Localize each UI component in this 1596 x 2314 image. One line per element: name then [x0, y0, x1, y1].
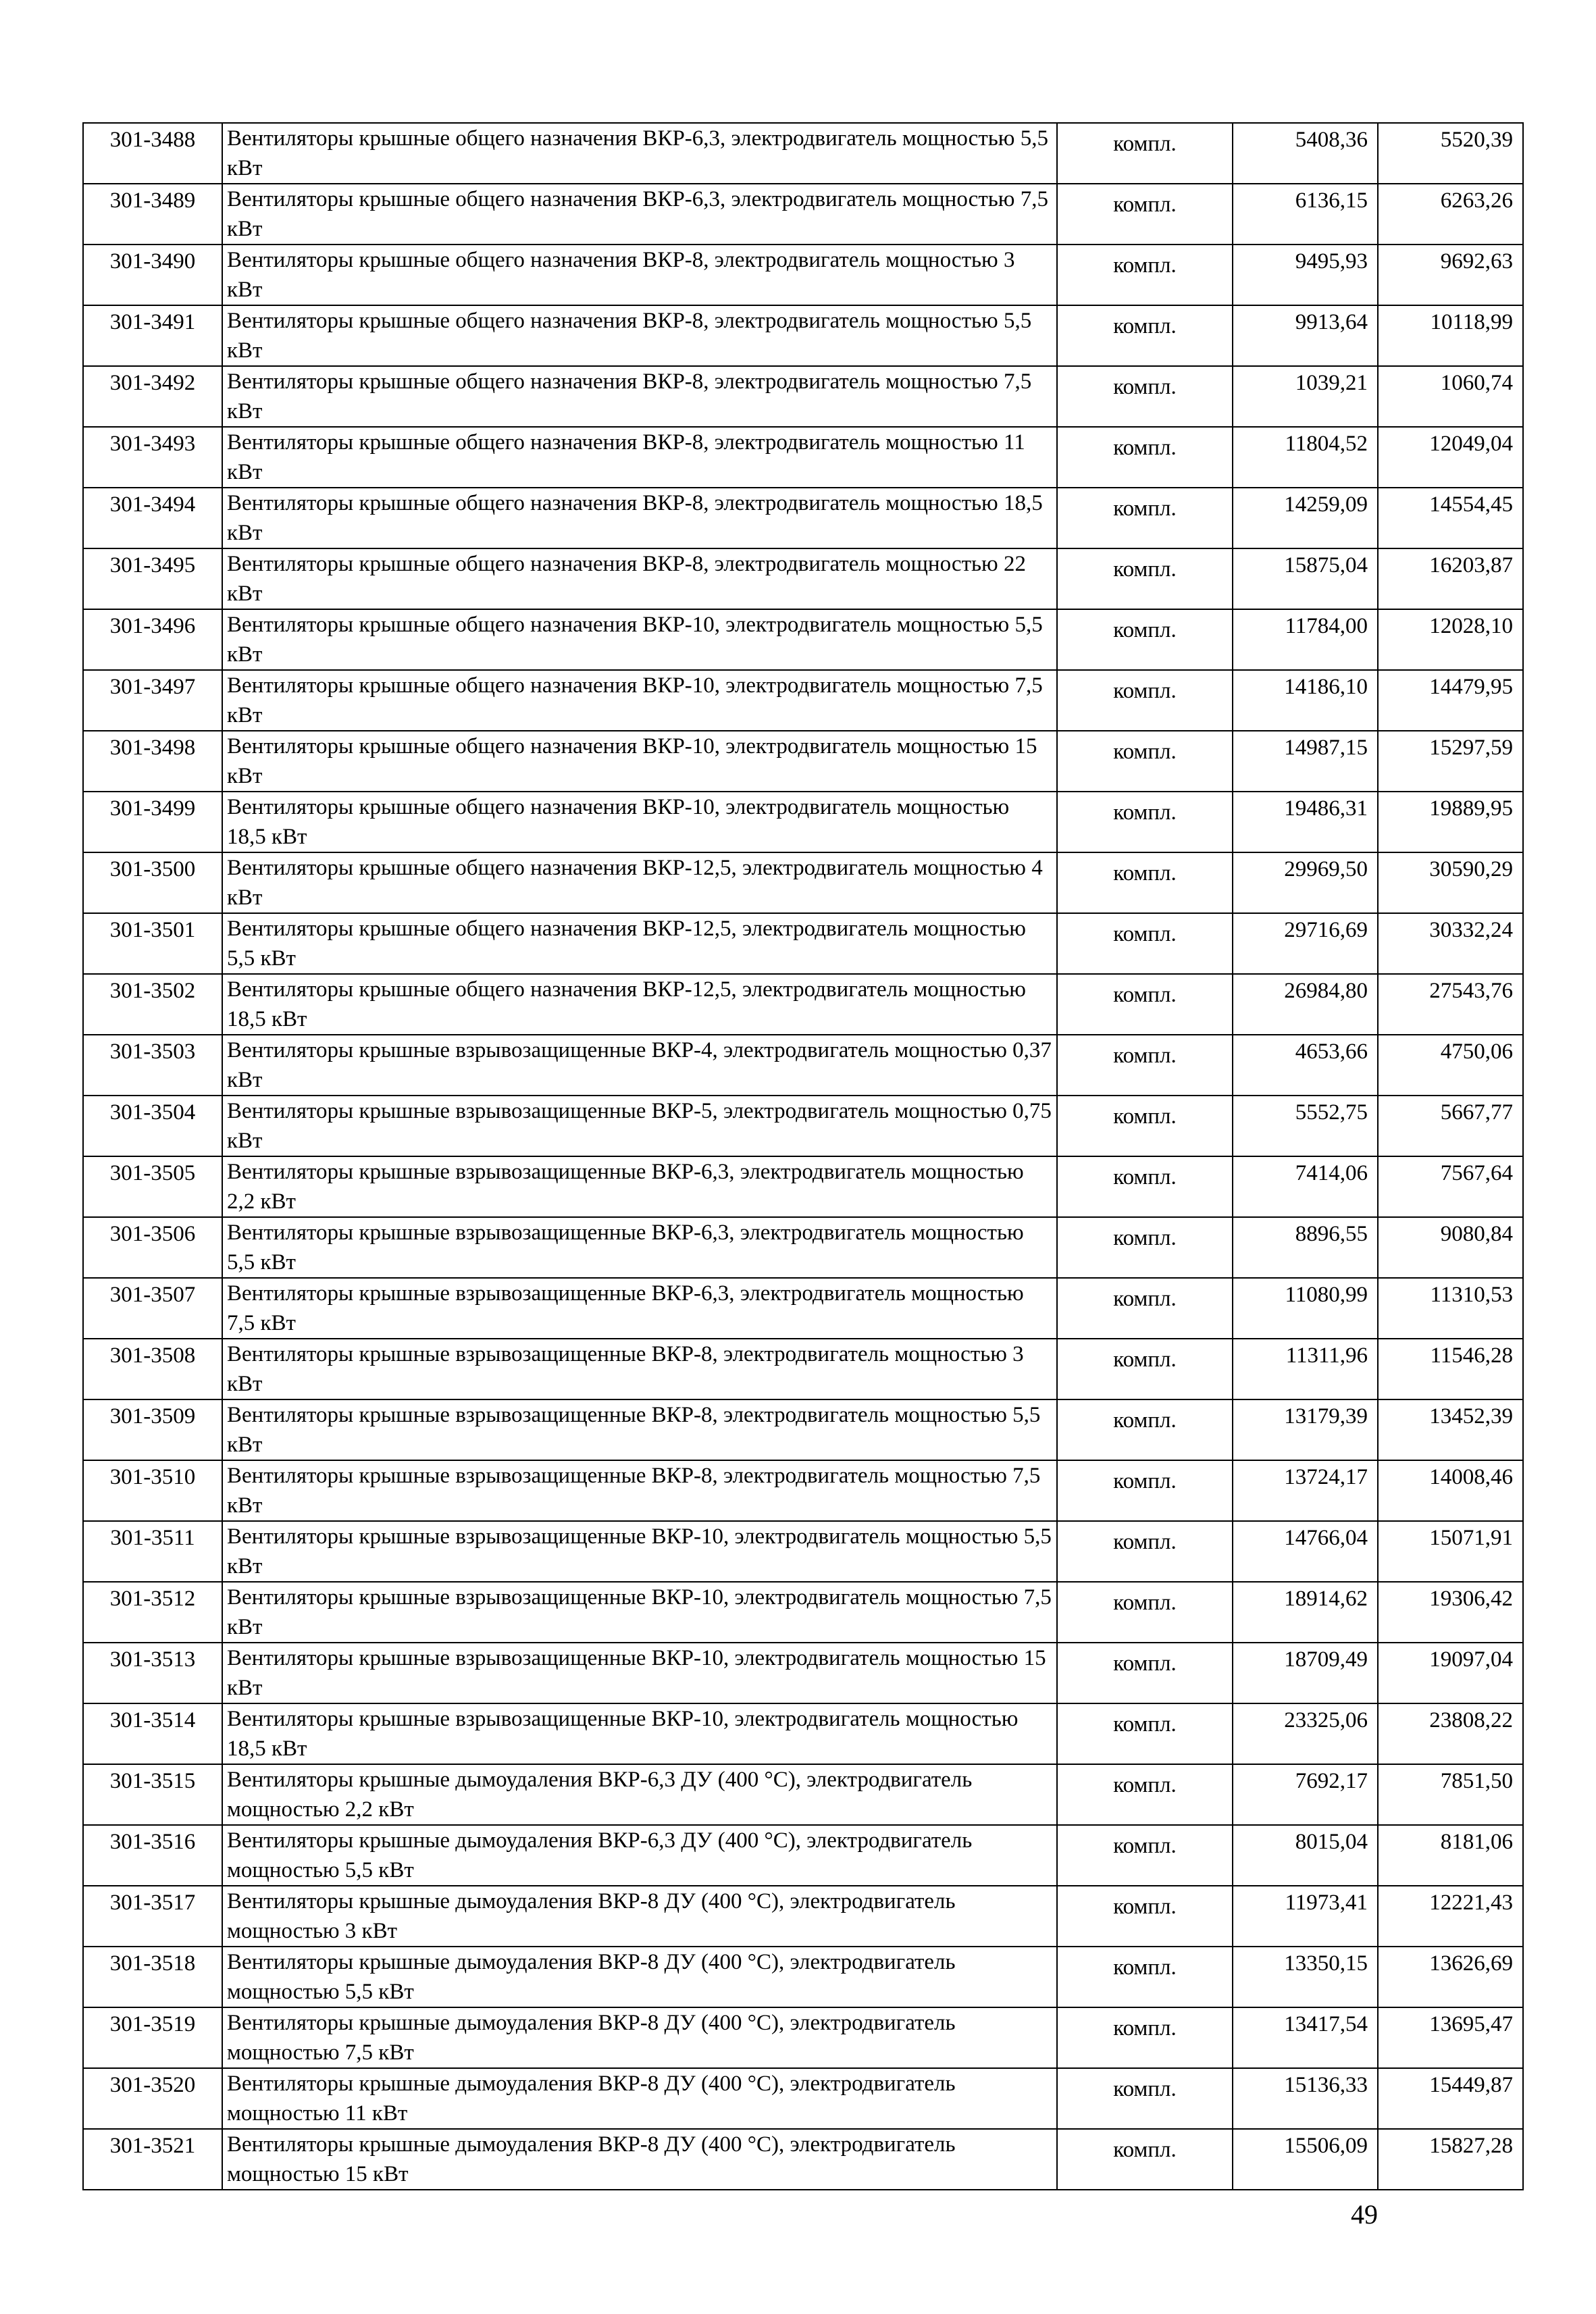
- unit-cell: компл.: [1057, 1156, 1233, 1217]
- price-2-cell: 12049,04: [1378, 427, 1523, 488]
- price-1-cell: 13179,39: [1233, 1399, 1378, 1460]
- table-row: [83, 2129, 1523, 2190]
- item-description-cell: Вентиляторы крышные дымоудаления ВКР-6,3 ДУ (400 °С), электродвигатель мощностью 5,5 кВт: [222, 1825, 1057, 1886]
- item-description-cell: Вентиляторы крышные общего назначения ВКР-6,3, электродвигатель мощностью 7,5 кВт: [222, 184, 1057, 245]
- price-2-cell: 6263,26: [1378, 184, 1523, 245]
- price-2-cell: 11546,28: [1378, 1339, 1523, 1399]
- price-1-cell: 13724,17: [1233, 1460, 1378, 1521]
- item-description-cell: Вентиляторы крышные дымоудаления ВКР-8 ДУ (400 °С), электродвигатель мощностью 5,5 кВт: [222, 1947, 1057, 2007]
- item-description-cell: Вентиляторы крышные взрывозащищенные ВКР-6,3, электродвигатель мощностью 7,5 кВт: [222, 1278, 1057, 1339]
- price-1-cell: 7414,06: [1233, 1156, 1378, 1217]
- price-2-cell: 11310,53: [1378, 1278, 1523, 1339]
- table-row: [83, 184, 1523, 245]
- item-description-cell: Вентиляторы крышные общего назначения ВКР-8, электродвигатель мощностью 18,5 кВт: [222, 488, 1057, 548]
- table-row: [83, 1460, 1523, 1521]
- table-row: [83, 488, 1523, 548]
- item-code-cell: 301-3515: [83, 1764, 222, 1825]
- item-description-cell: Вентиляторы крышные дымоудаления ВКР-6,3 ДУ (400 °С), электродвигатель мощностью 2,2 кВт: [222, 1764, 1057, 1825]
- item-code-cell: 301-3516: [83, 1825, 222, 1886]
- price-2-cell: 12221,43: [1378, 1886, 1523, 1947]
- unit-cell: компл.: [1057, 427, 1233, 488]
- unit-cell: компл.: [1057, 913, 1233, 974]
- table-row: [83, 2007, 1523, 2068]
- unit-cell: компл.: [1057, 1764, 1233, 1825]
- table-row: [83, 245, 1523, 305]
- price-2-cell: 19889,95: [1378, 792, 1523, 852]
- unit-cell: компл.: [1057, 305, 1233, 366]
- price-1-cell: 11973,41: [1233, 1886, 1378, 1947]
- price-1-cell: 11080,99: [1233, 1278, 1378, 1339]
- unit-cell: компл.: [1057, 184, 1233, 245]
- price-1-cell: 11784,00: [1233, 609, 1378, 670]
- price-1-cell: 13350,15: [1233, 1947, 1378, 2007]
- unit-cell: компл.: [1057, 1399, 1233, 1460]
- item-description-cell: Вентиляторы крышные дымоудаления ВКР-8 ДУ (400 °С), электродвигатель мощностью 7,5 кВт: [222, 2007, 1057, 2068]
- table-row: [83, 2068, 1523, 2129]
- price-2-cell: 30332,24: [1378, 913, 1523, 974]
- item-code-cell: 301-3500: [83, 852, 222, 913]
- table-row: [83, 1703, 1523, 1764]
- price-1-cell: 14186,10: [1233, 670, 1378, 731]
- price-1-cell: 6136,15: [1233, 184, 1378, 245]
- table-row: [83, 1947, 1523, 2007]
- price-2-cell: 12028,10: [1378, 609, 1523, 670]
- item-description-cell: Вентиляторы крышные общего назначения ВКР-8, электродвигатель мощностью 7,5 кВт: [222, 366, 1057, 427]
- item-code-cell: 301-3511: [83, 1521, 222, 1582]
- item-code-cell: 301-3504: [83, 1096, 222, 1156]
- price-1-cell: 18914,62: [1233, 1582, 1378, 1643]
- price-1-cell: 9913,64: [1233, 305, 1378, 366]
- item-description-cell: Вентиляторы крышные взрывозащищенные ВКР-10, электродвигатель мощностью 5,5 кВт: [222, 1521, 1057, 1582]
- item-description-cell: Вентиляторы крышные общего назначения ВКР-12,5, электродвигатель мощностью 4 кВт: [222, 852, 1057, 913]
- price-1-cell: 15506,09: [1233, 2129, 1378, 2190]
- unit-cell: компл.: [1057, 731, 1233, 792]
- item-code-cell: 301-3519: [83, 2007, 222, 2068]
- table-row: [83, 852, 1523, 913]
- item-code-cell: 301-3492: [83, 366, 222, 427]
- item-description-cell: Вентиляторы крышные взрывозащищенные ВКР-10, электродвигатель мощностью 18,5 кВт: [222, 1703, 1057, 1764]
- price-1-cell: 5552,75: [1233, 1096, 1378, 1156]
- price-2-cell: 5667,77: [1378, 1096, 1523, 1156]
- price-2-cell: 7851,50: [1378, 1764, 1523, 1825]
- unit-cell: компл.: [1057, 1278, 1233, 1339]
- unit-cell: компл.: [1057, 1460, 1233, 1521]
- price-2-cell: 14479,95: [1378, 670, 1523, 731]
- price-2-cell: 13626,69: [1378, 1947, 1523, 2007]
- item-description-cell: Вентиляторы крышные общего назначения ВКР-8, электродвигатель мощностью 3 кВт: [222, 245, 1057, 305]
- unit-cell: компл.: [1057, 1947, 1233, 2007]
- price-1-cell: 11804,52: [1233, 427, 1378, 488]
- price-2-cell: 13695,47: [1378, 2007, 1523, 2068]
- price-2-cell: 14554,45: [1378, 488, 1523, 548]
- price-2-cell: 10118,99: [1378, 305, 1523, 366]
- unit-cell: компл.: [1057, 670, 1233, 731]
- table-row: [83, 548, 1523, 609]
- price-2-cell: 15297,59: [1378, 731, 1523, 792]
- item-description-cell: Вентиляторы крышные общего назначения ВКР-12,5, электродвигатель мощностью 5,5 кВт: [222, 913, 1057, 974]
- item-code-cell: 301-3489: [83, 184, 222, 245]
- price-2-cell: 15449,87: [1378, 2068, 1523, 2129]
- unit-cell: компл.: [1057, 792, 1233, 852]
- price-1-cell: 14259,09: [1233, 488, 1378, 548]
- table-row: [83, 1339, 1523, 1399]
- table-row: [83, 1399, 1523, 1460]
- price-1-cell: 15136,33: [1233, 2068, 1378, 2129]
- item-code-cell: 301-3510: [83, 1460, 222, 1521]
- item-description-cell: Вентиляторы крышные взрывозащищенные ВКР-8, электродвигатель мощностью 7,5 кВт: [222, 1460, 1057, 1521]
- item-code-cell: 301-3490: [83, 245, 222, 305]
- price-1-cell: 14987,15: [1233, 731, 1378, 792]
- item-code-cell: 301-3520: [83, 2068, 222, 2129]
- table-row: [83, 1521, 1523, 1582]
- table-row: [83, 1764, 1523, 1825]
- item-description-cell: Вентиляторы крышные взрывозащищенные ВКР-6,3, электродвигатель мощностью 2,2 кВт: [222, 1156, 1057, 1217]
- price-table: [82, 122, 1524, 2190]
- item-description-cell: Вентиляторы крышные дымоудаления ВКР-8 ДУ (400 °С), электродвигатель мощностью 15 кВт: [222, 2129, 1057, 2190]
- price-2-cell: 13452,39: [1378, 1399, 1523, 1460]
- unit-cell: компл.: [1057, 1886, 1233, 1947]
- table-row: [83, 1278, 1523, 1339]
- price-1-cell: 29969,50: [1233, 852, 1378, 913]
- price-1-cell: 26984,80: [1233, 974, 1378, 1035]
- item-description-cell: Вентиляторы крышные общего назначения ВКР-10, электродвигатель мощностью 15 кВт: [222, 731, 1057, 792]
- item-description-cell: Вентиляторы крышные дымоудаления ВКР-8 ДУ (400 °С), электродвигатель мощностью 3 кВт: [222, 1886, 1057, 1947]
- unit-cell: компл.: [1057, 1582, 1233, 1643]
- unit-cell: компл.: [1057, 1339, 1233, 1399]
- item-code-cell: 301-3509: [83, 1399, 222, 1460]
- item-description-cell: Вентиляторы крышные общего назначения ВКР-10, электродвигатель мощностью 5,5 кВт: [222, 609, 1057, 670]
- item-description-cell: Вентиляторы крышные общего назначения ВКР-10, электродвигатель мощностью 18,5 кВт: [222, 792, 1057, 852]
- item-code-cell: 301-3505: [83, 1156, 222, 1217]
- table-row: [83, 1643, 1523, 1703]
- unit-cell: компл.: [1057, 548, 1233, 609]
- price-2-cell: 27543,76: [1378, 974, 1523, 1035]
- item-description-cell: Вентиляторы крышные общего назначения ВКР-12,5, электродвигатель мощностью 18,5 кВт: [222, 974, 1057, 1035]
- price-1-cell: 29716,69: [1233, 913, 1378, 974]
- unit-cell: компл.: [1057, 123, 1233, 184]
- item-description-cell: Вентиляторы крышные взрывозащищенные ВКР-4, электродвигатель мощностью 0,37 кВт: [222, 1035, 1057, 1096]
- item-description-cell: Вентиляторы крышные дымоудаления ВКР-8 ДУ (400 °С), электродвигатель мощностью 11 кВт: [222, 2068, 1057, 2129]
- price-2-cell: 30590,29: [1378, 852, 1523, 913]
- price-1-cell: 13417,54: [1233, 2007, 1378, 2068]
- item-code-cell: 301-3517: [83, 1886, 222, 1947]
- table-row: [83, 1035, 1523, 1096]
- table-row: [83, 913, 1523, 974]
- table-row: [83, 1886, 1523, 1947]
- item-code-cell: 301-3506: [83, 1217, 222, 1278]
- price-2-cell: 9692,63: [1378, 245, 1523, 305]
- item-description-cell: Вентиляторы крышные общего назначения ВКР-10, электродвигатель мощностью 7,5 кВт: [222, 670, 1057, 731]
- price-1-cell: 5408,36: [1233, 123, 1378, 184]
- unit-cell: компл.: [1057, 1035, 1233, 1096]
- table-row: [83, 305, 1523, 366]
- item-description-cell: Вентиляторы крышные взрывозащищенные ВКР-8, электродвигатель мощностью 5,5 кВт: [222, 1399, 1057, 1460]
- item-code-cell: 301-3488: [83, 123, 222, 184]
- table-row: [83, 731, 1523, 792]
- item-description-cell: Вентиляторы крышные общего назначения ВКР-8, электродвигатель мощностью 11 кВт: [222, 427, 1057, 488]
- unit-cell: компл.: [1057, 1521, 1233, 1582]
- unit-cell: компл.: [1057, 852, 1233, 913]
- item-code-cell: 301-3495: [83, 548, 222, 609]
- table-row: [83, 1825, 1523, 1886]
- price-2-cell: 19306,42: [1378, 1582, 1523, 1643]
- table-row: [83, 1156, 1523, 1217]
- item-code-cell: 301-3507: [83, 1278, 222, 1339]
- item-code-cell: 301-3513: [83, 1643, 222, 1703]
- table-row: [83, 366, 1523, 427]
- item-code-cell: 301-3512: [83, 1582, 222, 1643]
- table-row: [83, 974, 1523, 1035]
- unit-cell: компл.: [1057, 1096, 1233, 1156]
- price-1-cell: 15875,04: [1233, 548, 1378, 609]
- unit-cell: компл.: [1057, 1217, 1233, 1278]
- unit-cell: компл.: [1057, 974, 1233, 1035]
- item-description-cell: Вентиляторы крышные взрывозащищенные ВКР-6,3, электродвигатель мощностью 5,5 кВт: [222, 1217, 1057, 1278]
- price-2-cell: 14008,46: [1378, 1460, 1523, 1521]
- table-row: [83, 670, 1523, 731]
- price-1-cell: 11311,96: [1233, 1339, 1378, 1399]
- item-code-cell: 301-3501: [83, 913, 222, 974]
- item-description-cell: Вентиляторы крышные взрывозащищенные ВКР-10, электродвигатель мощностью 7,5 кВт: [222, 1582, 1057, 1643]
- price-1-cell: 8896,55: [1233, 1217, 1378, 1278]
- unit-cell: компл.: [1057, 1825, 1233, 1886]
- price-2-cell: 7567,64: [1378, 1156, 1523, 1217]
- item-description-cell: Вентиляторы крышные общего назначения ВКР-8, электродвигатель мощностью 22 кВт: [222, 548, 1057, 609]
- item-code-cell: 301-3496: [83, 609, 222, 670]
- unit-cell: компл.: [1057, 488, 1233, 548]
- unit-cell: компл.: [1057, 1643, 1233, 1703]
- item-description-cell: Вентиляторы крышные общего назначения ВКР-6,3, электродвигатель мощностью 5,5 кВт: [222, 123, 1057, 184]
- price-2-cell: 4750,06: [1378, 1035, 1523, 1096]
- price-1-cell: 19486,31: [1233, 792, 1378, 852]
- item-code-cell: 301-3494: [83, 488, 222, 548]
- price-1-cell: 9495,93: [1233, 245, 1378, 305]
- table-row: [83, 1096, 1523, 1156]
- price-2-cell: 1060,74: [1378, 366, 1523, 427]
- item-code-cell: 301-3508: [83, 1339, 222, 1399]
- item-code-cell: 301-3493: [83, 427, 222, 488]
- item-description-cell: Вентиляторы крышные взрывозащищенные ВКР-10, электродвигатель мощностью 15 кВт: [222, 1643, 1057, 1703]
- table-body: [83, 123, 1523, 2190]
- table-row: [83, 792, 1523, 852]
- item-code-cell: 301-3491: [83, 305, 222, 366]
- item-code-cell: 301-3497: [83, 670, 222, 731]
- price-1-cell: 1039,21: [1233, 366, 1378, 427]
- price-1-cell: 4653,66: [1233, 1035, 1378, 1096]
- item-description-cell: Вентиляторы крышные взрывозащищенные ВКР-8, электродвигатель мощностью 3 кВт: [222, 1339, 1057, 1399]
- table-row: [83, 1217, 1523, 1278]
- price-2-cell: 16203,87: [1378, 548, 1523, 609]
- price-2-cell: 19097,04: [1378, 1643, 1523, 1703]
- unit-cell: компл.: [1057, 1703, 1233, 1764]
- price-2-cell: 8181,06: [1378, 1825, 1523, 1886]
- item-code-cell: 301-3498: [83, 731, 222, 792]
- price-1-cell: 8015,04: [1233, 1825, 1378, 1886]
- price-1-cell: 23325,06: [1233, 1703, 1378, 1764]
- item-description-cell: Вентиляторы крышные взрывозащищенные ВКР-5, электродвигатель мощностью 0,75 кВт: [222, 1096, 1057, 1156]
- unit-cell: компл.: [1057, 2129, 1233, 2190]
- item-code-cell: 301-3499: [83, 792, 222, 852]
- price-2-cell: 23808,22: [1378, 1703, 1523, 1764]
- item-code-cell: 301-3518: [83, 1947, 222, 2007]
- page-number: 49: [1351, 2199, 1378, 2230]
- unit-cell: компл.: [1057, 366, 1233, 427]
- unit-cell: компл.: [1057, 609, 1233, 670]
- price-1-cell: 14766,04: [1233, 1521, 1378, 1582]
- price-2-cell: 5520,39: [1378, 123, 1523, 184]
- item-code-cell: 301-3514: [83, 1703, 222, 1764]
- unit-cell: компл.: [1057, 2068, 1233, 2129]
- price-2-cell: 15071,91: [1378, 1521, 1523, 1582]
- unit-cell: компл.: [1057, 2007, 1233, 2068]
- price-1-cell: 7692,17: [1233, 1764, 1378, 1825]
- item-code-cell: 301-3521: [83, 2129, 222, 2190]
- table-row: [83, 1582, 1523, 1643]
- price-1-cell: 18709,49: [1233, 1643, 1378, 1703]
- item-code-cell: 301-3503: [83, 1035, 222, 1096]
- item-code-cell: 301-3502: [83, 974, 222, 1035]
- unit-cell: компл.: [1057, 245, 1233, 305]
- table-row: [83, 427, 1523, 488]
- price-2-cell: 9080,84: [1378, 1217, 1523, 1278]
- item-description-cell: Вентиляторы крышные общего назначения ВКР-8, электродвигатель мощностью 5,5 кВт: [222, 305, 1057, 366]
- table-row: [83, 123, 1523, 184]
- price-2-cell: 15827,28: [1378, 2129, 1523, 2190]
- table-row: [83, 609, 1523, 670]
